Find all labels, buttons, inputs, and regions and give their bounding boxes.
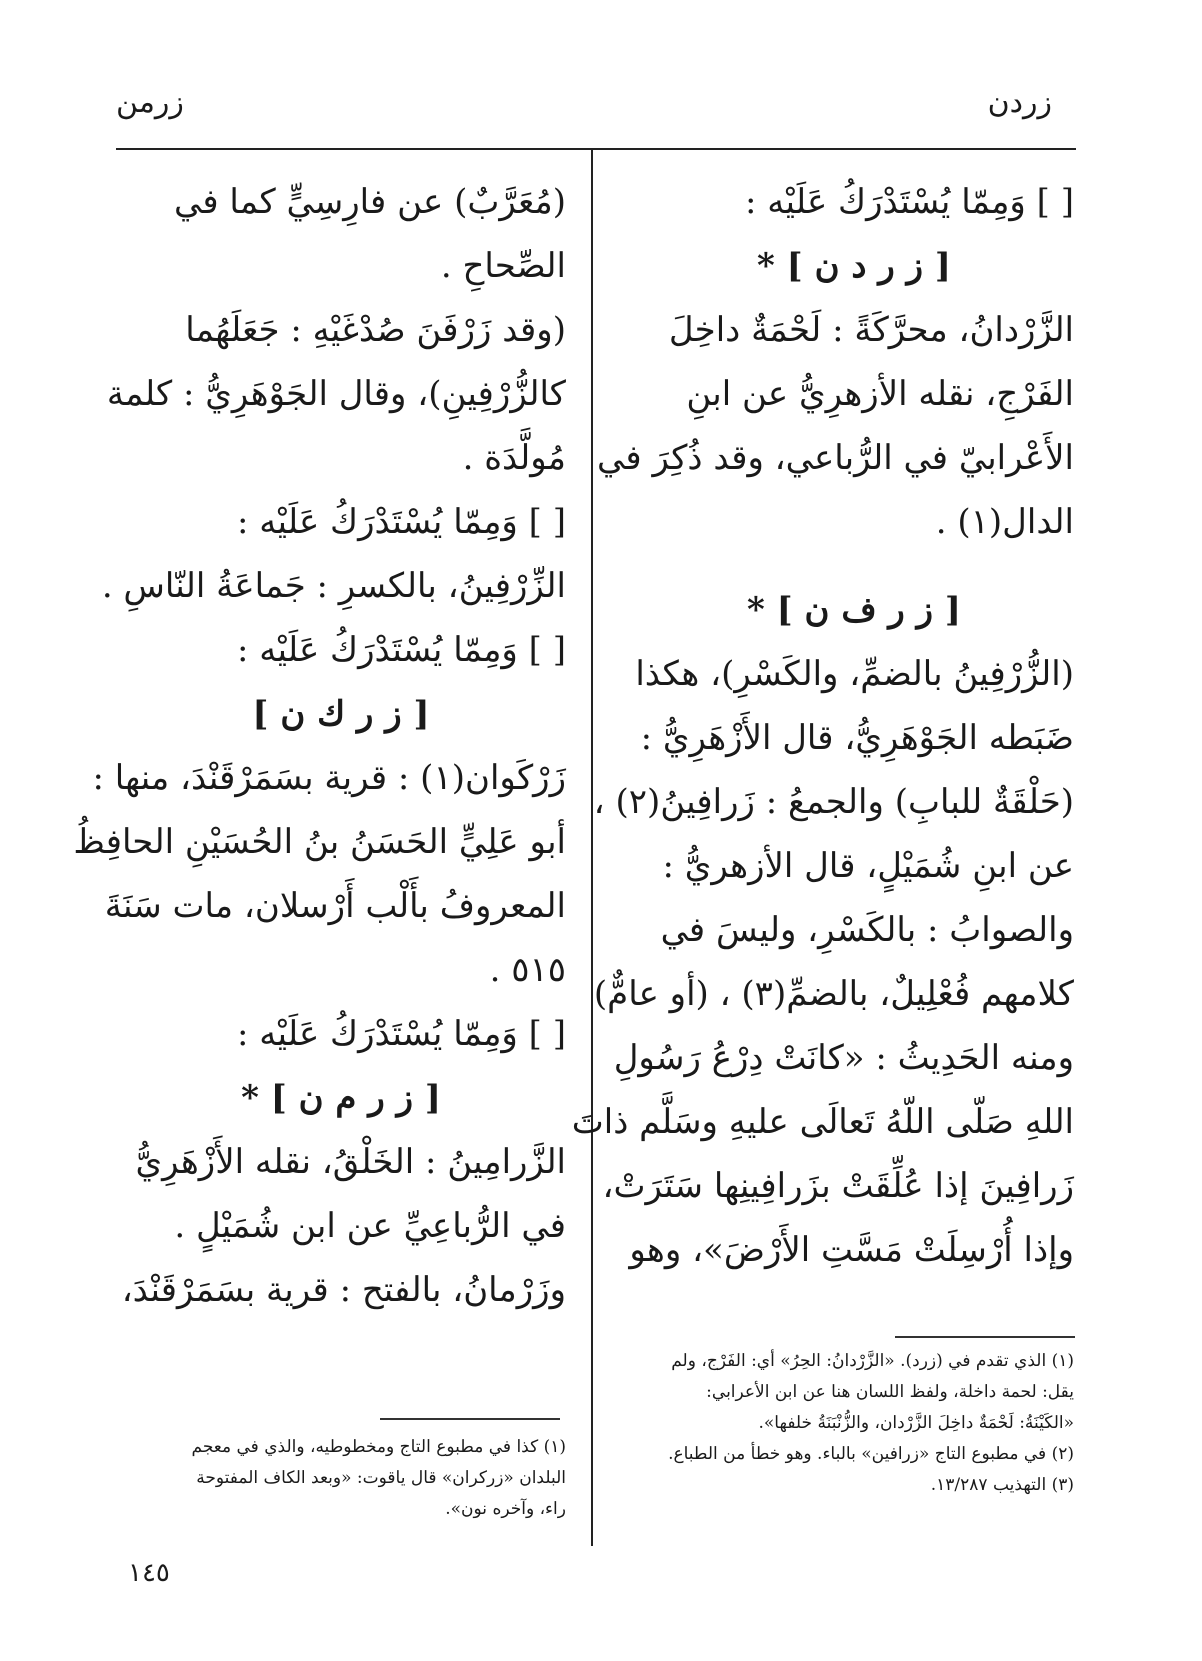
text-line: [ ] وَمِمّا يُسْتَدْرَكُ عَلَيْه : [236, 1014, 566, 1054]
text-line: وزَرْمانُ، بالفتح : قرية بسَمَرْقَنْدَ، [121, 1270, 566, 1310]
text-line: وإذا أُرْسِلَتْ مَسَّتِ الأَرْضَ»، وهو [629, 1230, 1074, 1270]
text-line: ضَبَطه الجَوْهَرِيُّ، قال الأَزْهَرِيُّ : [640, 718, 1074, 758]
text-line: كالزُّرْفِينِ)، وقال الجَوْهَرِيُّ : كلمة [106, 374, 566, 414]
page-number: ١٤٥ [128, 1558, 170, 1588]
text-line: الزَّرْدانُ، محرَّكَةً : لَحْمَةٌ داخِلَ [668, 310, 1074, 350]
footnotes-right [634, 1346, 1074, 1501]
text-line: [ ] وَمِمّا يُسْتَدْرَكُ عَلَيْه : [744, 182, 1074, 222]
text-line: [ ] وَمِمّا يُسْتَدْرَكُ عَلَيْه : [236, 630, 566, 670]
footnote-line: (١) الذي تقدم في (زرد). «الزَّرْدانُ: الحِرُ» أي: الفَرْج، ولم [671, 1351, 1074, 1371]
footnote-line: راء، وآخره نون». [445, 1499, 566, 1519]
text-line: اللهِ صَلّى اللّهُ تَعالَى عليهِ وسَلَّم ذاتَ [571, 1102, 1074, 1142]
footnote-line: «الكَيْنَةُ: لَحْمَةٌ داخِلَ الزَّرْدان، والزُّنْبَنَةُ خلفها». [758, 1413, 1074, 1433]
footnote-line: (١) كذا في مطبوع التاج ومخطوطيه، والذي في معجم [191, 1437, 566, 1457]
header-rule [116, 148, 1076, 150]
footnote-line: (٣) التهذيب ١٣/٢٨٧. [930, 1475, 1074, 1495]
text-line: الفَرْجِ، نقله الأزهرِيُّ عن ابنِ [686, 374, 1074, 414]
entry-heading: [ ز ر م ن ] * [241, 1078, 441, 1118]
text-line: (حَلْقَةٌ للبابِ) والجمعُ : زَرافِينُ(٢) ، [593, 782, 1074, 822]
running-head-left: زرمن [116, 85, 184, 120]
text-line: الزَّرامِينُ : الخَلْقُ، نقله الأَزْهَرِيُّ [135, 1142, 566, 1182]
column-divider [591, 150, 593, 1546]
footnote-rule-right [895, 1336, 1075, 1338]
text-line: (مُعَرَّبٌ) عن فارِسِيٍّ كما في [174, 182, 566, 222]
entry-heading: [ ز ر ف ن ] * [746, 590, 962, 630]
text-line: عن ابنِ شُمَيْلٍ، قال الأزهريُّ : [662, 846, 1074, 886]
text-line: مُولَّدَة . [462, 438, 566, 478]
footnote-rule-left [380, 1418, 560, 1420]
footnotes-left [116, 1432, 566, 1525]
footnote-line: البلدان «زركران» قال ياقوت: «وبعد الكاف المفتوحة [196, 1468, 566, 1488]
text-line: زَرافِينَ إذا عُلِّقَتْ بزَرافِينِها سَتَرَتْ، [602, 1166, 1074, 1206]
text-line: ومنه الحَدِيثُ : «كانَتْ دِرْعُ رَسُولِ [613, 1038, 1074, 1078]
footnote-line: (٢) في مطبوع التاج «زرافين» بالباء. وهو خطأ من الطباع. [668, 1444, 1074, 1464]
text-line: الزِّرْفِينُ، بالكسرِ : جَماعَةُ النّاسِ . [101, 566, 566, 606]
footnote-line: يقل: لحمة داخلة، ولفظ اللسان هنا عن ابن الأعرابي: [706, 1382, 1074, 1402]
text-line: (الزُّرْفِينُ بالضمِّ، والكَسْرِ)، هكذا [635, 654, 1074, 694]
text-line: أبو عَلِيٍّ الحَسَنُ بنُ الحُسَيْنِ الحافِظُ [73, 822, 566, 862]
text-line: [ ] وَمِمّا يُسْتَدْرَكُ عَلَيْه : [236, 502, 566, 542]
text-line: ٥١٥ . [489, 950, 566, 990]
text-line: (وقد زَرْفَنَ صُدْغَيْهِ : جَعَلَهُما [185, 310, 566, 350]
text-line: الدال(١) . [935, 502, 1074, 542]
entry-heading: [ ز ر ك ن ] [252, 694, 430, 734]
text-line: الصِّحاحِ . [440, 246, 566, 286]
text-line: في الرُّباعِيِّ عن ابن شُمَيْلٍ . [174, 1206, 566, 1246]
text-line: المعروفُ بأَلْب أَرْسلان، مات سَنَةَ [104, 886, 566, 926]
running-head-right: زردن [987, 85, 1052, 120]
entry-heading: [ ز ر د ن ] * [757, 246, 951, 286]
text-line: الأَعْرابيّ في الرُّباعي، وقد ذُكِرَ في [597, 438, 1074, 478]
right-column [571, 170, 1074, 1282]
text-line: والصوابُ : بالكَسْرِ، وليسَ في [660, 910, 1074, 950]
text-line: زَرْكَوان(١) : قرية بسَمَرْقَنْدَ، منها : [92, 758, 566, 798]
text-line: كلامهم فُعْلِيلٌ، بالضمِّ(٣) ، (أو عامٌّ) [593, 974, 1074, 1014]
left-column [73, 170, 566, 1322]
